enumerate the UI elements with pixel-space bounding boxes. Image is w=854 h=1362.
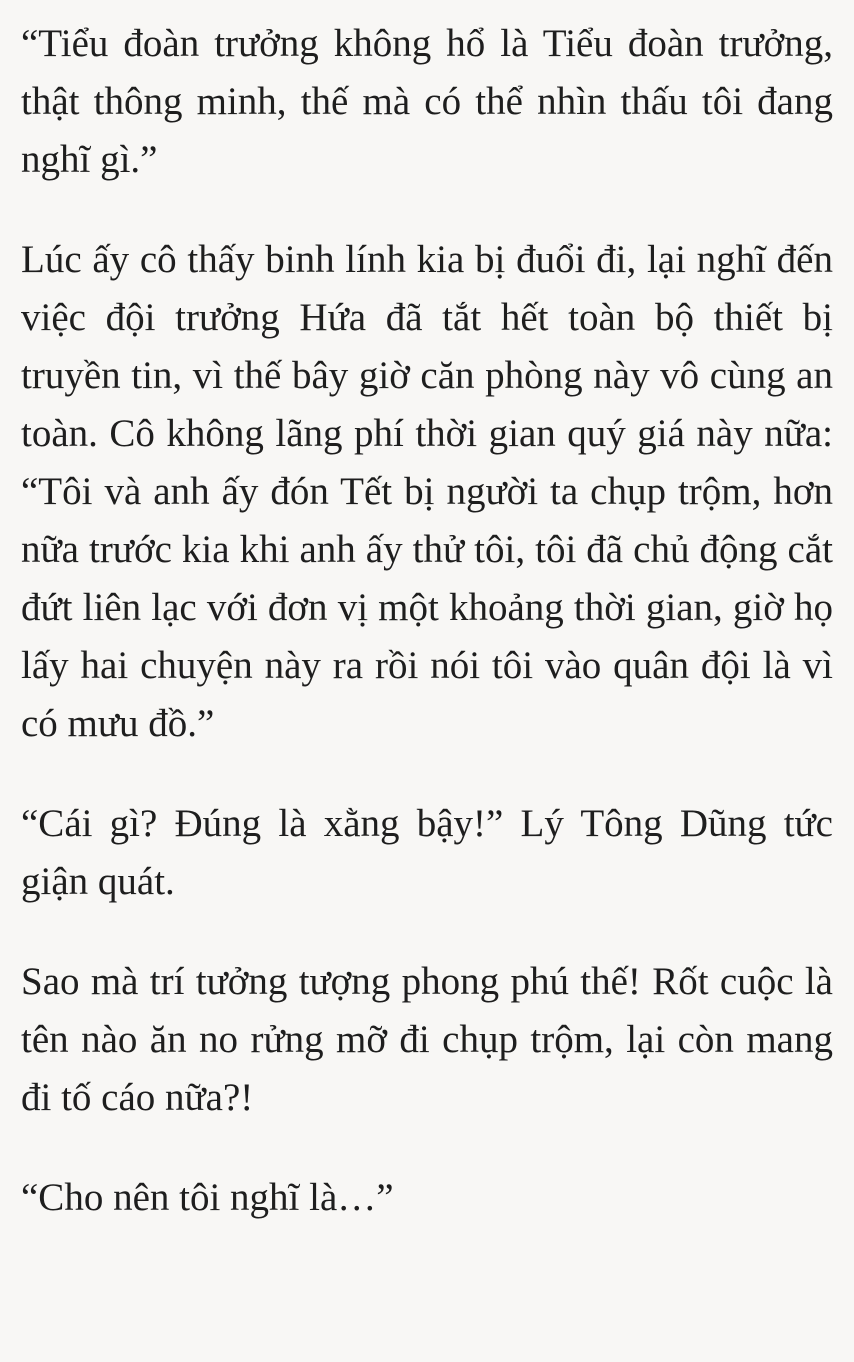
- paragraph: Lúc ấy cô thấy binh lính kia bị đuổi đi, lại nghĩ đến việc đội trưởng Hứa đã tắt hết toàn bộ thiết bị truyền tin, vì thế bây giờ căn phòng này vô cùng an toàn. Cô không lãng phí thời gian quý giá này nữa: “Tôi và anh ấy đón Tết bị người ta chụp trộm, hơn nữa trước kia khi anh ấy thử tôi, tôi đã chủ động cắt đứt liên lạc với đơn vị một khoảng thời gian, giờ họ lấy hai chuyện này ra rồi nói tôi vào quân đội là vì có mưu đồ.”: [21, 238, 833, 745]
- paragraph: “Cái gì? Đúng là xằng bậy!” Lý Tông Dũng tức giận quát.: [21, 802, 833, 903]
- paragraph: “Tiểu đoàn trưởng không hổ là Tiểu đoàn trưởng, thật thông minh, thế mà có thể nhìn thấu tôi đang nghĩ gì.”: [21, 22, 833, 181]
- paragraph: Sao mà trí tưởng tượng phong phú thế! Rốt cuộc là tên nào ăn no rửng mỡ đi chụp trộm, lại còn mang đi tố cáo nữa?!: [21, 960, 833, 1119]
- paragraph: “Cho nên tôi nghĩ là…”: [21, 1176, 394, 1219]
